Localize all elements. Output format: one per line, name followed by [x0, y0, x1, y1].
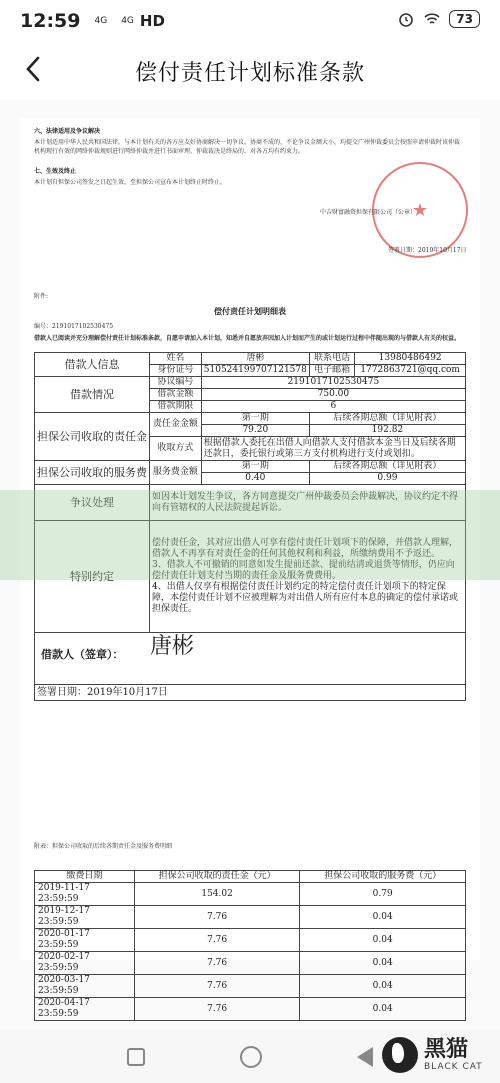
table-cell: 0.04 [300, 998, 466, 1021]
table-row [35, 952, 466, 975]
table-cell: 如因本计划发生争议，各方同意提交广州仲裁委员会仲裁解决，协议约定不得向有管辖权的人民法院提起诉讼。 [150, 485, 466, 521]
page-title: 偿付责任计划标准条款 [134, 60, 365, 86]
table-cell: 第一期 [201, 461, 309, 473]
table-cell: 担保公司收取的服务费 [35, 461, 150, 485]
table-cell: 收取方式 [150, 437, 202, 461]
document-number: 编号：2191017102530475 [34, 323, 114, 330]
table-cell: 2019-11-17 23:59:59 [35, 883, 135, 906]
table-cell: 姓名 [150, 353, 202, 365]
watermark-cn: 黑猫 [424, 1037, 469, 1062]
section-title: 六、法律适用及争议解决 [34, 128, 101, 135]
special-clause-4: 4、出借人仅享有根据偿付责任计划约定的特定偿付责任计划项下的特定保障，本偿付责任计划不应被理解为对出借人所有应付本息的确定的偿付承诺或担保责任。 [152, 582, 459, 614]
table-row [35, 998, 466, 1021]
document-page-2 [20, 280, 480, 1019]
table-cell: 750.00 [201, 389, 465, 401]
table-cell: 身份证号 [150, 365, 202, 377]
intro-text: 借款人已阅读并充分理解偿付责任计划标准条款，自愿申请加入本计划，知悉并自愿放弃因加入计划而产生的或计划运行过程中伴随出现的与借款人有关的权益。 [34, 335, 461, 342]
company-name: 中吉财富融资担保有限公司（公章） [320, 209, 417, 216]
table-cell: 担保公司收取的责任金 [35, 413, 150, 461]
nav-bar [0, 42, 500, 100]
sign-date: 签署日期：2019年10月17日 [388, 247, 467, 254]
table-cell: 2020-04-17 23:59:59 [35, 998, 135, 1021]
company-seal: ★ [372, 162, 468, 258]
clock: 12:59 [20, 10, 81, 32]
wifi-icon [423, 11, 441, 27]
section-body: 本计划自担保公司签发之日起生效，至担保公司宣布本计划终止时终止。 [34, 179, 227, 186]
recents-button[interactable] [127, 1048, 145, 1066]
table-cell: 7.76 [134, 998, 300, 1021]
battery-indicator: 73 [449, 10, 480, 28]
table-cell: 2191017102530475 [201, 377, 465, 389]
back-button[interactable] [18, 54, 48, 84]
table-cell: 0.79 [300, 883, 466, 906]
table-cell: 0.04 [300, 952, 466, 975]
sign-date-cell: 签署日期：2019年10月17日 [35, 685, 466, 701]
schedule-header: 担保公司收取的责任金（元） [134, 871, 300, 883]
section-body: 本计划适用中华人民共和国法律。与本计划有关的各方应友好协商解决一切争议。协商不成的，不论争议金额大小，均提交广州仲裁委员会按照申请仲裁时该仲裁机构现行有效的网络仲裁规则进行网络仲裁并进行书面审理。仲裁裁决是终局的，对各方均有约束力。 [34, 139, 461, 155]
black-cat-logo-icon [382, 1037, 418, 1073]
table-cell: 电子邮箱 [309, 365, 354, 377]
schedule-header: 缴费日期 [35, 871, 135, 883]
table-cell: 1772863721@qq.com [355, 365, 466, 377]
table-cell: 特别约定 [35, 521, 150, 633]
table-cell: 2020-01-17 23:59:59 [35, 929, 135, 952]
table-cell: 7.76 [134, 929, 300, 952]
document-page-1 [20, 118, 480, 288]
toast-banner [0, 490, 500, 580]
table-row [35, 906, 466, 929]
table-cell: 后续各期总额（详见附表） [309, 413, 465, 425]
table-cell: 服务费金额 [150, 461, 202, 485]
table-cell: 借款金额 [150, 389, 202, 401]
schedule-table [34, 870, 466, 1021]
special-clause-3: 3、借款人不可撤销的同意如发生提前还款、提前结清或退货等情形，仍应向偿付责任计划支付当期的责任金及服务费费用。 [152, 560, 455, 581]
watermark-en: BLACK CAT [424, 1062, 483, 1072]
table-cell: 后续各期总额（详见附表） [309, 461, 465, 473]
table-cell: 7.76 [134, 906, 300, 929]
table-cell: 协议编号 [150, 377, 202, 389]
schedule-heading: 偿付责任计划明细表 [214, 306, 286, 316]
table-cell: 79.20 [201, 425, 309, 437]
table-cell: 192.82 [309, 425, 465, 437]
table-cell: 借款期限 [150, 401, 202, 413]
network-indicator-1: 4G [94, 16, 108, 26]
table-cell: 第一期 [201, 413, 309, 425]
network-indicator-2: 4G [121, 16, 134, 26]
signature: 唐彬 [150, 634, 195, 659]
status-bar [0, 0, 500, 42]
table-cell: 责任金金额 [150, 413, 202, 437]
table-cell: 0.40 [201, 473, 309, 485]
table-cell: 借款情况 [35, 377, 150, 413]
table-cell: 唐彬 [201, 353, 309, 365]
table-cell: 154.02 [134, 883, 300, 906]
table-cell: 7.76 [134, 975, 300, 998]
signature-label: 借款人（签章）： [41, 648, 124, 661]
table-cell: 7.76 [134, 952, 300, 975]
table-cell: 13980486492 [355, 353, 466, 365]
back-nav-button[interactable] [357, 1047, 373, 1067]
table-cell: 0.04 [300, 929, 466, 952]
table-cell: 510524199707121578 [201, 365, 309, 377]
table-cell: 2019-12-17 23:59:59 [35, 906, 135, 929]
watermark [382, 1030, 492, 1080]
table-cell: 2020-03-17 23:59:59 [35, 975, 135, 998]
schedule-header: 担保公司收取的服务费（元） [300, 871, 466, 883]
table-cell: 0.99 [309, 473, 465, 485]
special-clause-2: 偿付责任金，其对应出借人可享有偿付责任计划项下的保障，并借款人理解，借款人不再享有对责任金的任何其他权利和利益，所缴纳费用不予返还。 [152, 538, 459, 559]
schedule-caption: 附表：担保公司收取的后续各期责任金及服务费明细 [34, 843, 173, 850]
table-cell: 0.04 [300, 975, 466, 998]
hd-indicator: HD [139, 12, 165, 30]
table-cell: 6 [201, 401, 465, 413]
table-cell: 借款人信息 [35, 353, 150, 377]
home-button[interactable] [240, 1046, 262, 1068]
section-title: 七、生效及终止 [34, 168, 77, 175]
table-row [35, 883, 466, 906]
attachment-label: 附件: [34, 293, 49, 300]
table-cell: 0.04 [300, 906, 466, 929]
table-cell: 联系电话 [309, 353, 354, 365]
table-cell: 根据借款人委托在出借人向借款人支付借款本金当日及后续各期还款日，委托银行或第三方支付机构进行支付或划扣。 [201, 437, 465, 461]
table-cell: 争议处理 [35, 485, 150, 521]
table-row [35, 975, 466, 998]
table-cell: 2020-02-17 23:59:59 [35, 952, 135, 975]
alarm-icon [397, 10, 415, 28]
chevron-left-icon [25, 56, 41, 82]
table-row [35, 929, 466, 952]
signature-cell [35, 633, 466, 685]
